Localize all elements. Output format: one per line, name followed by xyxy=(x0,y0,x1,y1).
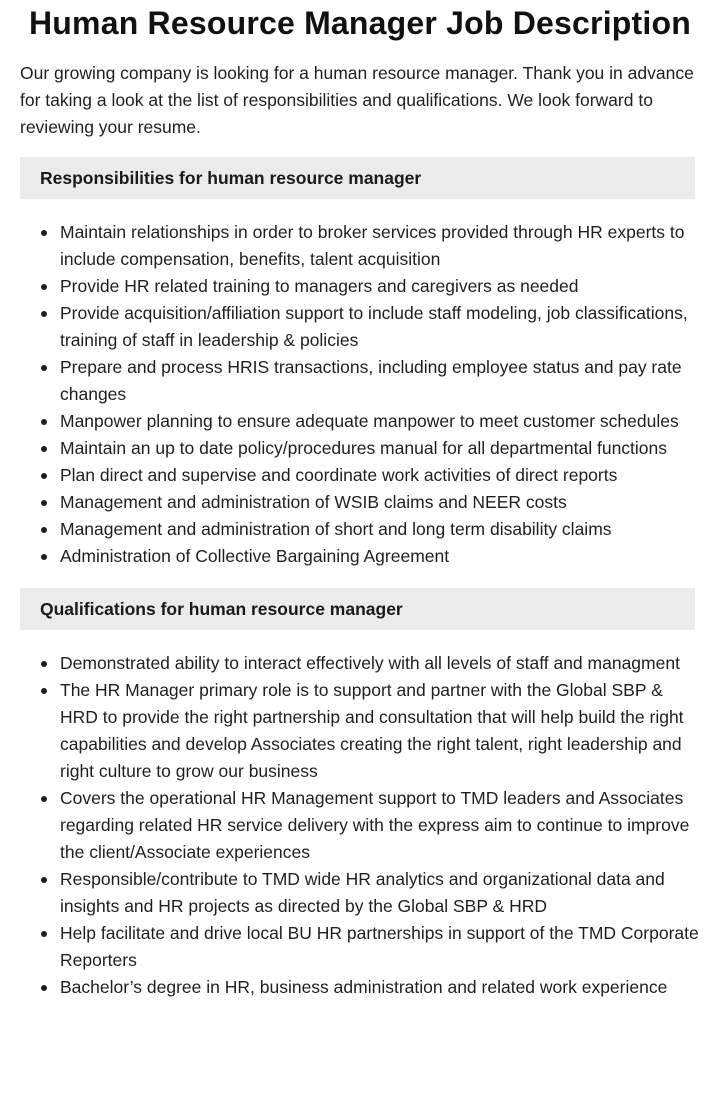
list-item xyxy=(20,273,700,300)
qualifications-section xyxy=(20,588,700,1001)
list-item-text: Provide HR related training to managers and caregivers as needed xyxy=(60,276,579,296)
list-item-text: Help facilitate and drive local BU HR partnerships in support of the TMD Corporate Reporters xyxy=(60,923,699,970)
list-item xyxy=(20,219,700,273)
bullet-icon xyxy=(41,230,47,236)
list-item-text: Provide acquisition/affiliation support to include staff modeling, job classifications, training of staff in leadership & policies xyxy=(60,303,688,350)
bullet-icon xyxy=(41,500,47,506)
responsibilities-heading: Responsibilities for human resource manager xyxy=(20,157,695,199)
list-item-text: Plan direct and supervise and coordinate work activities of direct reports xyxy=(60,465,618,485)
list-item xyxy=(20,300,700,354)
list-item-text: Demonstrated ability to interact effectively with all levels of staff and managment xyxy=(60,653,680,673)
list-item xyxy=(20,408,700,435)
list-item-text: Management and administration of WSIB claims and NEER costs xyxy=(60,492,567,512)
responsibilities-list xyxy=(20,219,700,570)
bullet-icon xyxy=(41,527,47,533)
list-item xyxy=(20,974,700,1001)
list-item-text: Manpower planning to ensure adequate manpower to meet customer schedules xyxy=(60,411,679,431)
intro-paragraph: Our growing company is looking for a human resource manager. Thank you in advance for taking a look at the list of responsibilities and qualifications. We look forward to reviewing your resume. xyxy=(20,63,694,137)
bullet-icon xyxy=(41,877,47,883)
bullet-icon xyxy=(41,446,47,452)
list-item xyxy=(20,489,700,516)
bullet-icon xyxy=(41,365,47,371)
list-item-text: The HR Manager primary role is to support and partner with the Global SBP & HRD to provide the right partnership and consultation that will help build the right capabilities and develop Associates creating the right talent, right leadership and right culture to grow our business xyxy=(60,680,684,781)
bullet-icon xyxy=(41,419,47,425)
bullet-icon xyxy=(41,661,47,667)
list-item-text: Maintain relationships in order to broker services provided through HR experts to include compensation, benefits, talent acquisition xyxy=(60,222,685,269)
list-item xyxy=(20,785,700,866)
list-item xyxy=(20,866,700,920)
bullet-icon xyxy=(41,311,47,317)
list-item-text: Management and administration of short and long term disability claims xyxy=(60,519,612,539)
responsibilities-section xyxy=(20,157,700,570)
list-item-text: Maintain an up to date policy/procedures manual for all departmental functions xyxy=(60,438,668,458)
list-item xyxy=(20,677,700,785)
bullet-icon xyxy=(41,473,47,479)
list-item-text: Responsible/contribute to TMD wide HR analytics and organizational data and insights and HR projects as directed by the Global SBP & HRD xyxy=(60,869,665,916)
list-item xyxy=(20,650,700,677)
qualifications-list xyxy=(20,650,700,1001)
list-item-text: Bachelor’s degree in HR, business administration and related work experience xyxy=(60,977,668,997)
qualifications-heading: Qualifications for human resource manager xyxy=(20,588,695,630)
list-item xyxy=(20,543,700,570)
bullet-icon xyxy=(41,985,47,991)
bullet-icon xyxy=(41,688,47,694)
page-title: Human Resource Manager Job Description xyxy=(29,5,691,41)
list-item xyxy=(20,920,700,974)
list-item xyxy=(20,435,700,462)
bullet-icon xyxy=(41,554,47,560)
bullet-icon xyxy=(41,284,47,290)
bullet-icon xyxy=(41,796,47,802)
list-item-text: Administration of Collective Bargaining Agreement xyxy=(60,546,450,566)
list-item-text: Prepare and process HRIS transactions, including employee status and pay rate changes xyxy=(60,357,682,404)
list-item xyxy=(20,354,700,408)
list-item xyxy=(20,462,700,489)
list-item xyxy=(20,516,700,543)
list-item-text: Covers the operational HR Management support to TMD leaders and Associates regarding related HR service delivery with the express aim to continue to improve the client/Associate experiences xyxy=(60,788,690,862)
bullet-icon xyxy=(41,931,47,937)
